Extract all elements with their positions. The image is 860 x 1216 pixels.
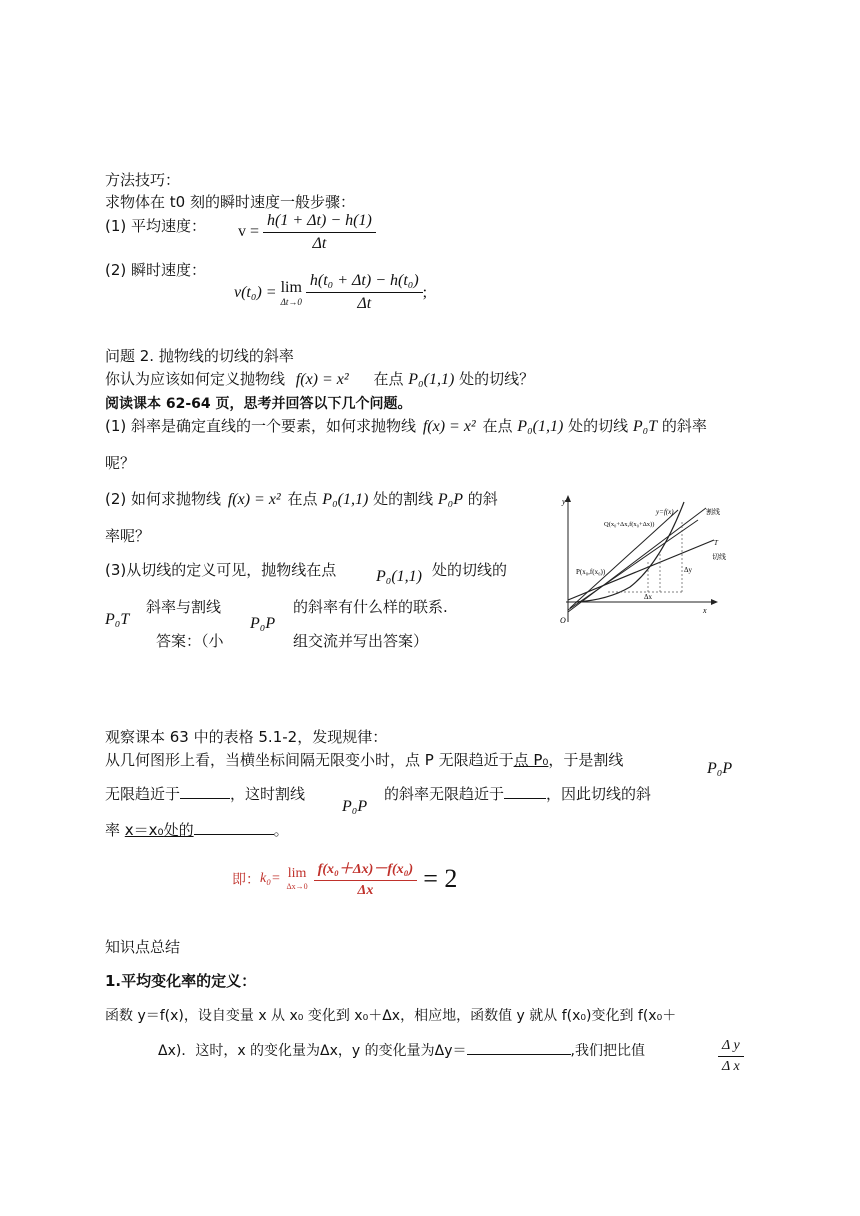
- problem2-title: 问题 2. 抛物线的切线的斜率: [105, 347, 294, 365]
- secant-tangent-figure: [548, 492, 726, 628]
- avg-velocity-formula: [238, 212, 376, 253]
- formula-lim-sub: Δx→0: [286, 882, 308, 891]
- observe-p0p-1: P₀P: [707, 760, 733, 777]
- observe-line-3: [105, 783, 305, 804]
- observe-text-4d: 。: [273, 821, 289, 839]
- p-point-label: P(x₀,f(x₀)): [576, 568, 606, 576]
- question-3-b: 处的切线的: [432, 561, 508, 579]
- q1-text-d: 的斜率: [661, 417, 707, 435]
- question-2-end: 率呢？: [105, 527, 151, 545]
- q2-fx: f(x) = x²: [227, 491, 281, 508]
- q-point-label: Q(x₀+Δx,f(x₀+Δx)): [604, 521, 655, 528]
- q3-p0t: P₀T: [105, 611, 130, 628]
- instant-velocity-formula: [234, 272, 427, 313]
- origin-label: O: [560, 616, 566, 625]
- q1-text-b: 在点: [482, 417, 513, 435]
- q3-point: P₀(1,1): [376, 568, 422, 585]
- summary-paragraph-2: [158, 1040, 645, 1060]
- question-1-end: 呢？: [105, 454, 136, 472]
- observe-text-3d: ，因此切线的斜: [546, 785, 652, 803]
- ratio-fraction: [718, 1038, 744, 1075]
- q-pre: 你认为应该如何定义抛物线: [105, 370, 286, 388]
- q-mid: 在点: [373, 370, 404, 388]
- ratio-numerator: Δ y: [718, 1038, 744, 1057]
- formula-denominator: Δx: [357, 883, 374, 898]
- avg-v-fraction: [263, 212, 376, 253]
- q2-p0p: P₀P: [437, 491, 463, 508]
- observe-text-3a: 无限趋近于: [105, 785, 181, 803]
- avg-v-numerator: h(1 + Δt) − h(1): [263, 212, 376, 233]
- q2-text-d: 的斜: [467, 490, 498, 508]
- p0-point: P₀(1,1): [408, 371, 455, 388]
- tangent-label: 切线: [712, 554, 726, 561]
- observe-line-4: [105, 819, 289, 840]
- question-2: [105, 488, 498, 509]
- problem2-question: [105, 368, 534, 389]
- summary-text-2a: Δx)．这时，x 的变化量为Δx，y 的变化量为Δy＝: [158, 1043, 467, 1059]
- question-3-c: 斜率与割线: [146, 598, 222, 616]
- dy-label: Δy: [684, 566, 693, 574]
- inst-v-fraction: [306, 272, 423, 313]
- inst-v-numerator: h(t₀ + Δt) − h(t₀): [306, 272, 423, 293]
- x-axis-label: x: [703, 606, 707, 615]
- observe-text-3c: 的斜率无限趋近于: [384, 785, 505, 803]
- blank-3[interactable]: [194, 834, 274, 835]
- secant-label: 割线: [706, 509, 720, 516]
- avg-v-denominator: Δt: [312, 235, 327, 252]
- question-3-a: (3)从切线的定义可见，抛物线在点: [105, 561, 337, 579]
- fx-expression: f(x) = x²: [295, 371, 349, 388]
- inst-v-denominator: Δt: [357, 295, 372, 312]
- formula-numerator: f(x₀＋Δx)－f(x₀): [314, 858, 418, 881]
- parabola-curve: [576, 502, 684, 602]
- observe-x0-underlined: x＝x₀: [124, 821, 164, 839]
- formula-prefix: 即：: [232, 872, 260, 888]
- q2-point: P₀(1,1): [322, 491, 369, 508]
- q1-text-c: 处的切线: [568, 417, 629, 435]
- q2-text-b: 在点: [287, 490, 318, 508]
- observe-text-3b: ，这时割线: [230, 785, 306, 803]
- avg-v-lhs: v =: [238, 223, 260, 241]
- reading-instruction: 阅读课本 62-64 页，思考并回答以下几个问题。: [105, 396, 412, 412]
- q1-fx: f(x) = x²: [422, 418, 476, 435]
- inst-limit: [281, 279, 302, 307]
- question-3-f: 组交流并写出答案）: [293, 632, 429, 650]
- q1-text-a: (1) 斜率是确定直线的一个要素，如何求抛物线: [105, 417, 417, 435]
- summary-heading-1: 1.平均变化率的定义：: [105, 972, 257, 990]
- intro-line: 求物体在 t0 刻的瞬时速度一般步骤：: [105, 193, 355, 211]
- observe-text-c: ，于是割线: [548, 751, 624, 769]
- section-title: 方法技巧：: [105, 171, 181, 189]
- question-1: [105, 415, 707, 436]
- blank-1[interactable]: [180, 798, 230, 799]
- inst-v-lhs: v(t₀) =: [234, 283, 277, 301]
- observe-line-3-cont: [384, 783, 651, 804]
- curve-label: y=f(x): [656, 508, 674, 516]
- q2-text-a: (2) 如何求抛物线: [105, 490, 222, 508]
- observe-text-4c: 处的: [163, 821, 194, 839]
- q1-point: P₀(1,1): [517, 418, 564, 435]
- formula-fraction: [314, 858, 418, 899]
- inst-lim-word: lim: [280, 278, 302, 296]
- x-axis-arrow: [711, 599, 718, 605]
- summary-text-2b: ,我们把比值: [570, 1043, 645, 1059]
- observe-p0p-2: P₀P: [342, 798, 368, 815]
- question-3-e: 答案：（小: [156, 632, 224, 650]
- summary-paragraph-1: 函数 y＝f(x)，设自变量 x 从 x₀ 变化到 x₀＋Δx，相应地，函数值 y 就从 f(x₀)变化到 f(x₀＋: [105, 1008, 677, 1024]
- derivative-formula: [232, 858, 457, 899]
- y-axis-arrow: [565, 495, 571, 502]
- observe-p0-underlined: 点 P₀: [513, 751, 549, 769]
- formula-k0: k₀=: [260, 870, 281, 886]
- q-post: 处的切线？: [459, 370, 535, 388]
- summary-title: 知识点总结: [105, 938, 181, 956]
- inst-tail: ;: [422, 283, 428, 301]
- step2-label: (2) 瞬时速度：: [105, 261, 207, 279]
- formula-lim-word: lim: [287, 866, 307, 881]
- formula-limit: [287, 866, 308, 891]
- observe-text-a: 从几何图形上看，当横坐标间隔无限变小时，点 P 无限趋近于: [105, 751, 514, 769]
- dx-label: Δx: [644, 593, 653, 601]
- observe-text-4a: 率: [105, 821, 121, 839]
- blank-2[interactable]: [504, 798, 546, 799]
- question-3-d: 的斜率有什么样的联系.: [293, 598, 448, 616]
- observe-line-1: 观察课本 63 中的表格 5.1-2，发现规律：: [105, 728, 388, 746]
- blank-4[interactable]: [467, 1054, 571, 1055]
- t-label: T: [714, 539, 718, 547]
- q3-p0p: P₀P: [250, 615, 276, 632]
- q2-text-c: 处的割线: [373, 490, 434, 508]
- observe-line-2: [105, 749, 623, 770]
- step1-label: (1) 平均速度：: [105, 217, 207, 235]
- formula-result: = 2: [423, 863, 458, 893]
- ratio-denominator: Δ x: [722, 1059, 740, 1074]
- secant-line-1: [568, 520, 698, 610]
- y-axis-label: y: [562, 497, 566, 506]
- inst-lim-sub: Δt→0: [280, 296, 302, 307]
- q1-p0t: P₀T: [632, 418, 658, 435]
